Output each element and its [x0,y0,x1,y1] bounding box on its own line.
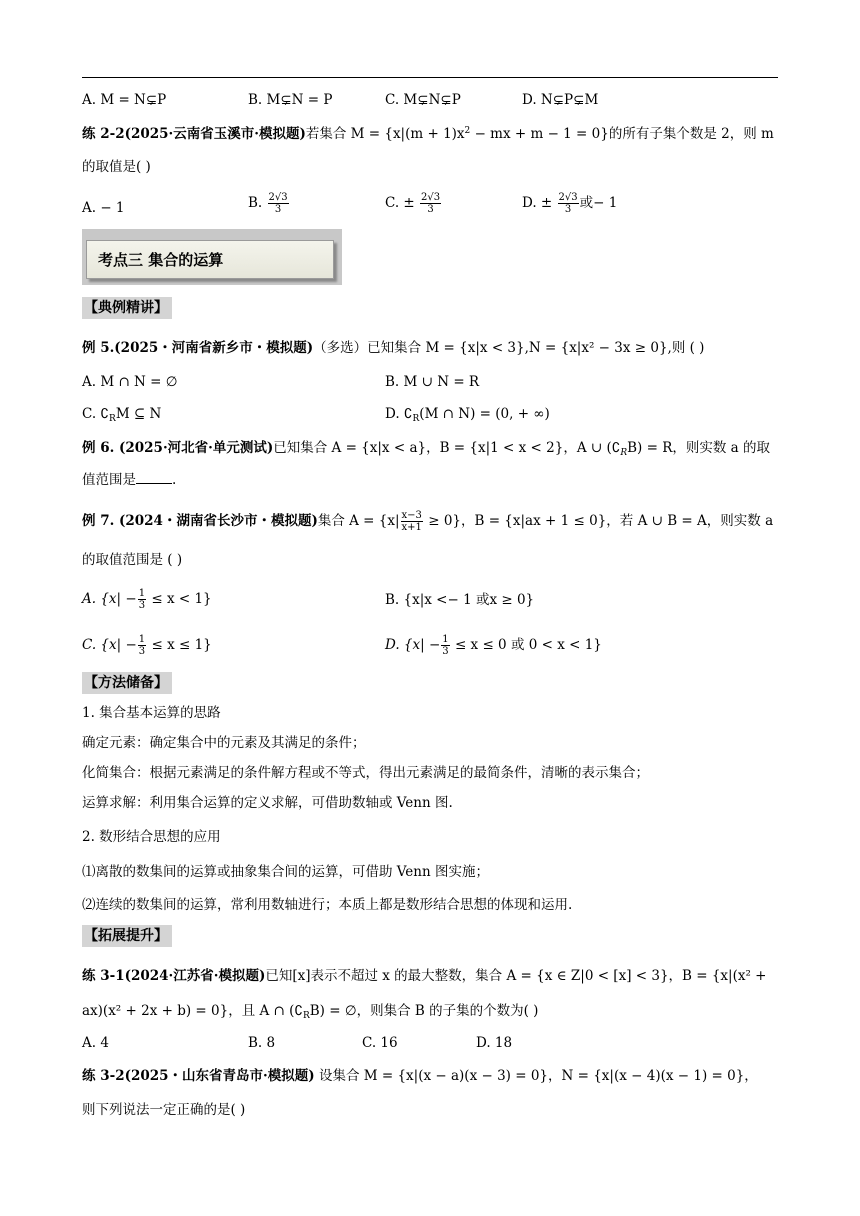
option-d: D. N⊊P⊊M [522,92,599,108]
option-d: D. $∁_R(M$ ∩ N) = (0, + ∞) [385,406,550,424]
option-c: C. M⊊N⊊P [385,92,461,108]
method-heading-2: 2. 数形结合思想的应用 [82,829,221,845]
example-6-question: 例 6. (2025·河北省·单元测试)已知集合 A = {x|x < a}，B = {x|1 < x < 2}，A ∪ $(∁_RB) = R$，则实数 a 的取 [82,440,770,458]
option-c: C. 16 [362,1035,398,1051]
example-7-question: 例 7. (2024・湖南省长沙市・模拟题)集合 A = {x| $\frac{x-3}{x+1}$ ≥ 0}，B = {x|ax + 1 ≤ 0}，若 A ∪ B = A，则实数 a [82,510,774,533]
option-a: A. 4 [82,1035,109,1051]
answer-blank[interactable] [136,471,172,484]
method-paragraph: ⑴离散的数集间的运算或抽象集合间的运算，可借助 Venn 图实施； [82,864,489,880]
tag-method: 【方法储备】 [82,672,172,694]
method-paragraph: 化简集合：根据元素满足的条件解方程或不等式，得出元素满足的最简条件，清晰的表示集合； [82,765,649,781]
method-heading-1: 1. 集合基本运算的思路 [82,705,221,721]
option-b: B. M ∪ N = R [385,374,480,390]
tag-extend: 【拓展提升】 [82,925,172,947]
option-a: A. M = N⊊P [82,92,167,108]
option-b: B. M⊊N = P [248,92,333,108]
example-7-question-line2: 的取值范围是 ( ) [82,552,183,568]
option-c: C. ± $\frac{2√3}{3}$ [385,192,441,215]
option-a: A. M ∩ N = ∅ [82,374,178,390]
option-d: D. ± $\frac{2√3}{3}$ 或− 1 [522,192,618,215]
exercise-3-2-question-line2: 则下列说法一定正确的是( ) [82,1102,246,1118]
option-b: B. $\frac{2√3}{3}$ [248,192,288,215]
example-6-question-line2: 值范围是 . [82,472,177,488]
example-5-question: 例 5.(2025・河南省新乡市・模拟题)（多选）已知集合 M = {x|x < 3},N = {x|x² − 3x ≥ 0},则 ( ) [82,340,705,356]
option-a: A. − 1 [82,200,125,216]
exercise-source: (2025·云南省玉溪市·模拟题) [124,126,306,142]
exercise-3-2-question: 练 3-2(2025・山东省青岛市·模拟题) 设集合 M = {x|(x − a)(x − 3) = 0}，N = {x|(x − 4)(x − 1) = 0}， [82,1068,758,1084]
option-b: B. 8 [248,1035,276,1051]
exercise-2-2-question-line2: 的取值是( ) [82,159,151,175]
section-title: 考点三 集合的运算 [98,251,224,269]
option-d: D. 18 [476,1035,513,1051]
exercise-2-2-question: 练 2-2(2025·云南省玉溪市·模拟题)若集合 $M = \{x|(m + 1)x^2$ − mx + m − 1 = 0}的所有子集个数是 2，则 m [82,126,774,142]
exercise-3-1-question: 练 3-1(2024·江苏省·模拟题)已知[x]表示不超过 x 的最大整数，集合 A = {x ∈ Z|0 < [x] < 3}，B = {x|(x² + [82,968,767,984]
option-c: C. {x| − $\frac{1}{3}$ ≤ x ≤ 1} [82,634,212,657]
option-d: D. {x| − $\frac{1}{3}$ ≤ x ≤ 0 或 0 < x < 1} [385,634,602,657]
exercise-label: 练 2-2 [82,126,125,142]
top-rule [82,77,778,78]
method-paragraph: 运算求解：利用集合运算的定义求解，可借助数轴或 Venn 图. [82,795,453,811]
method-paragraph: 确定元素：确定集合中的元素及其满足的条件； [82,735,366,751]
option-c: C. $∁_RM$ ⊆ N [82,406,162,424]
option-b: B. {x|x <− 1 或x ≥ 0} [385,592,535,608]
exercise-3-1-question-line2: ax)(x² + 2x + b) = 0}，且 A ∩ $(∁_RB)$ = ∅，则集合 B 的子集的个数为( ) [82,1003,539,1021]
option-a: A. {x| − $\frac{1}{3}$ ≤ x < 1} [82,588,212,611]
tag-example: 【典例精讲】 [82,297,172,319]
method-paragraph: ⑵连续的数集间的运算，常利用数轴进行；本质上都是数形结合思想的体现和运用. [82,897,573,913]
